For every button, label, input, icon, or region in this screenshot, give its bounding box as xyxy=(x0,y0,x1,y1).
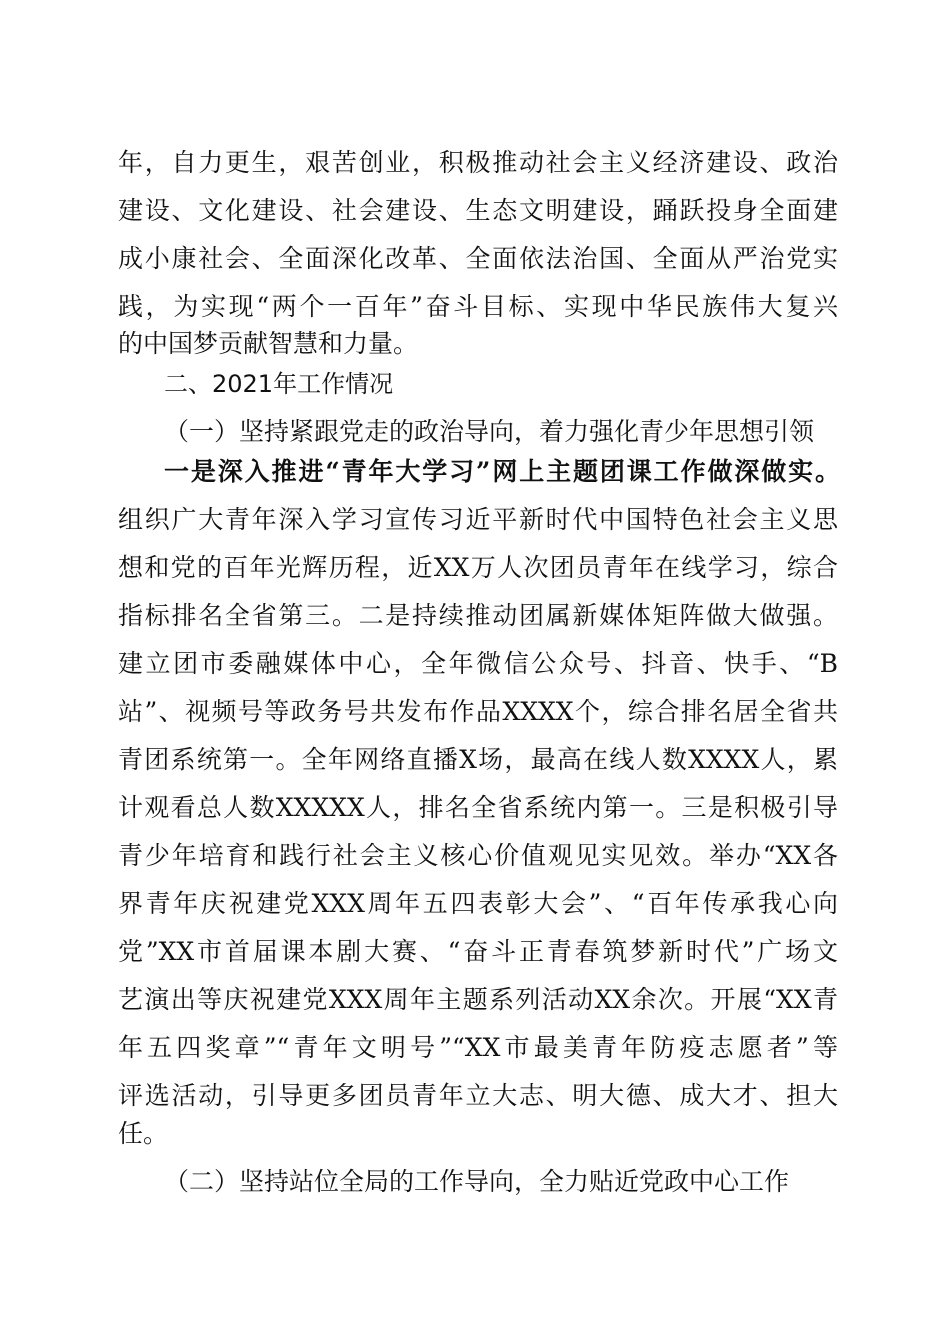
main-line-4: 指标排名全省第三。二是持续推动团属新媒体矩阵做大做强。 xyxy=(118,601,838,630)
intro-line-5: 的中国梦贡献智慧和力量。 xyxy=(118,329,419,358)
subsection-heading-2: （二）坚持站位全局的工作导向，全力贴近党政中心工作 xyxy=(164,1167,790,1196)
main-line-9: 青少年培育和践行社会主义核心价值观见实见效。举办“XX各 xyxy=(118,841,838,870)
section-heading: 二、2021年工作情况 xyxy=(164,370,394,398)
intro-line-1: 年，自力更生，艰苦创业，积极推动社会主义经济建设、政治 xyxy=(118,148,838,177)
main-line-15: 任。 xyxy=(118,1119,169,1148)
main-line-7: 青团系统第一。全年网络直播X场，最高在线人数XXXX人，累 xyxy=(118,745,838,774)
main-line-10: 界青年庆祝建党XXX周年五四表彰大会”、“百年传承我心向 xyxy=(118,889,838,918)
main-line-11: 党”XX市首届课本剧大赛、“奋斗正青春筑梦新时代”广场文 xyxy=(118,937,838,966)
main-line-2: 组织广大青年深入学习宣传习近平新时代中国特色社会主义思 xyxy=(118,505,838,534)
subsection-heading-1: （一）坚持紧跟党走的政治导向，着力强化青少年思想引领 xyxy=(164,417,815,446)
main-line-12: 艺演出等庆祝建党XXX周年主题系列活动XX余次。开展“XX青 xyxy=(118,985,838,1014)
main-line-13: 年五四奖章”“青年文明号”“XX市最美青年防疫志愿者”等 xyxy=(118,1033,838,1062)
main-line-3: 想和党的百年光辉历程，近XX万人次团员青年在线学习，综合 xyxy=(118,553,838,582)
intro-line-2: 建设、文化建设、社会建设、生态文明建设，踊跃投身全面建 xyxy=(118,196,838,225)
main-line-6: 站”、视频号等政务号共发布作品XXXX个，综合排名居全省共 xyxy=(118,697,838,726)
main-line-1: 一是深入推进“青年大学习”网上主题团课工作做深做实。 xyxy=(164,457,840,486)
main-line-5: 建立团市委融媒体中心，全年微信公众号、抖音、快手、“B xyxy=(118,649,838,678)
intro-line-3: 成小康社会、全面深化改革、全面依法治国、全面从严治党实 xyxy=(118,244,838,273)
main-line-8: 计观看总人数XXXXX人，排名全省系统内第一。三是积极引导 xyxy=(118,793,838,822)
main-line-14: 评选活动，引导更多团员青年立大志、明大德、成大才、担大 xyxy=(118,1081,838,1110)
intro-line-4: 践，为实现“两个一百年”奋斗目标、实现中华民族伟大复兴 xyxy=(118,292,838,321)
